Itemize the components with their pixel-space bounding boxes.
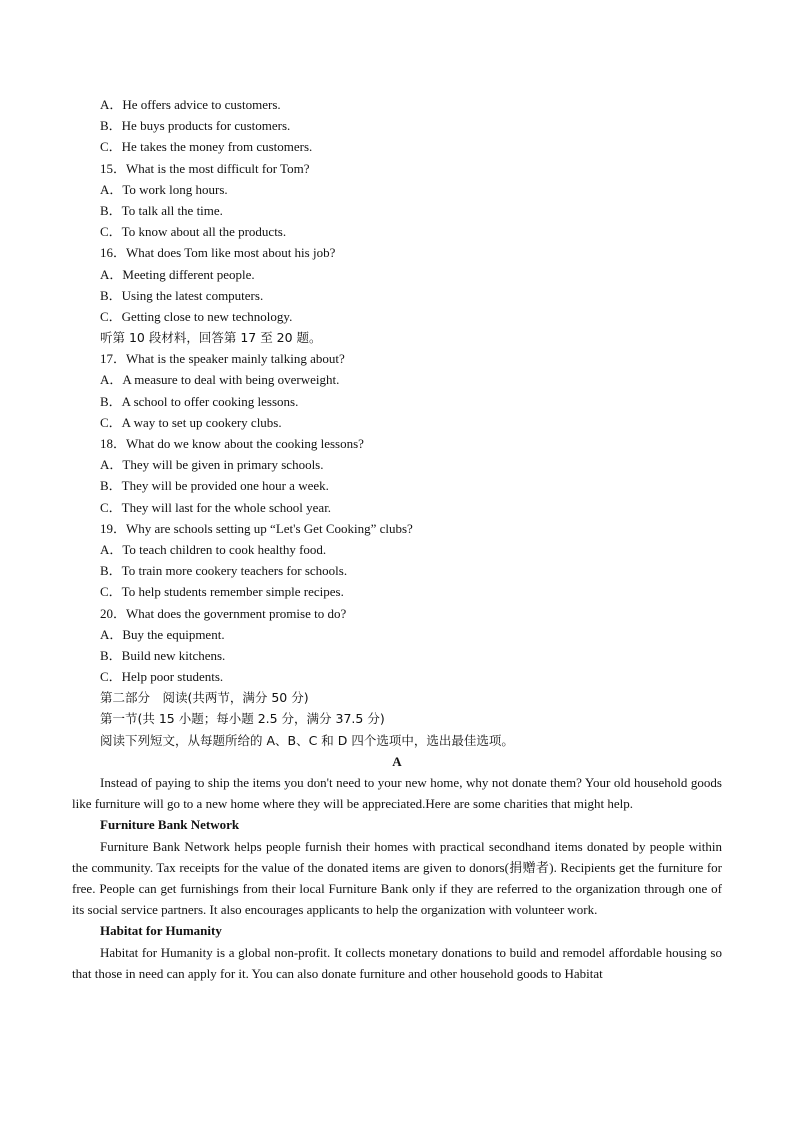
- question-20: 20．What does the government promise to do?: [100, 605, 347, 621]
- paragraph-habitat: Habitat for Humanity is a global non-profit. It collects monetary donations to build and remodel affordable housing so that those in need can apply for it. You can also donate furniture and other household goods to Habitat: [72, 944, 722, 981]
- q18-option-a: A．They will be given in primary schools.: [100, 457, 324, 473]
- heading-habitat: Habitat for Humanity: [100, 923, 222, 939]
- q17-option-b: B．A school to offer cooking lessons.: [100, 393, 299, 409]
- q15-option-c: C．To know about all the products.: [100, 224, 287, 240]
- q16-option-a: A．Meeting different people.: [100, 266, 255, 282]
- heading-furniture-bank: Furniture Bank Network: [100, 817, 240, 833]
- question-15: 15．What is the most difficult for Tom?: [100, 160, 310, 176]
- reading-part-title: 第二部分 阅读(共两节，满分 50 分): [100, 690, 309, 706]
- q18-option-c: C．They will last for the whole school year.: [100, 499, 332, 515]
- q20-option-c: C．Help poor students.: [100, 669, 224, 685]
- paragraph-furniture-bank: Furniture Bank Network helps people furnish their homes with practical secondhand items donated by people within the community. Tax receipts for the value of the donated items are given to donors(捐赠者). Recipients get the furniture for free. People can get furnishings from their local Furniture Bank only if they are referred to the organization through one of its social service partners. It also encourages applicants to help the organization with volunteer work.: [72, 838, 722, 918]
- q14-option-a: A．He offers advice to customers.: [100, 97, 281, 112]
- passage-label: A: [392, 753, 402, 769]
- question-18: 18．What do we know about the cooking lessons?: [100, 436, 364, 451]
- q20-option-b: B．Build new kitchens.: [100, 647, 226, 663]
- q19-option-a: A．To teach children to cook healthy food.: [100, 541, 327, 557]
- q14-option-c: C．He takes the money from customers.: [100, 139, 313, 155]
- document-body: [72, 94, 722, 984]
- q20-option-a: A．Buy the equipment.: [100, 626, 225, 642]
- section-10-instruction: 听第 10 段材料，回答第 17 至 20 题。: [100, 330, 322, 346]
- q14-option-b: B．He buys products for customers.: [100, 118, 291, 134]
- passage-intro: Instead of paying to ship the items you don't need to your new home, why not donate them? Your old household goods like furniture will go to a new home where they will be appreciated.Here are some charities that might help.: [72, 775, 722, 812]
- q17-option-c: C．A way to set up cookery clubs.: [100, 414, 282, 430]
- question-17: 17．What is the speaker mainly talking about?: [100, 351, 345, 367]
- reading-section-title: 第一节(共 15 小题；每小题 2.5 分，满分 37.5 分): [100, 711, 385, 727]
- q18-option-b: B．They will be provided one hour a week.: [100, 478, 329, 494]
- q19-option-b: B．To train more cookery teachers for schools.: [100, 563, 348, 579]
- q19-option-c: C．To help students remember simple recipes.: [100, 584, 344, 600]
- reading-instruction: 阅读下列短文，从每题所给的 A、B、C 和 D 四个选项中，选出最佳选项。: [100, 732, 514, 748]
- question-19: 19．Why are schools setting up “Let's Get Cooking” clubs?: [100, 520, 413, 536]
- q16-option-b: B．Using the latest computers.: [100, 287, 264, 303]
- question-16: 16．What does Tom like most about his job?: [100, 245, 336, 261]
- q16-option-c: C．Getting close to new technology.: [100, 308, 293, 324]
- q15-option-a: A．To work long hours.: [100, 181, 228, 197]
- q15-option-b: B．To talk all the time.: [100, 202, 223, 218]
- q17-option-a: A．A measure to deal with being overweight.: [100, 372, 340, 388]
